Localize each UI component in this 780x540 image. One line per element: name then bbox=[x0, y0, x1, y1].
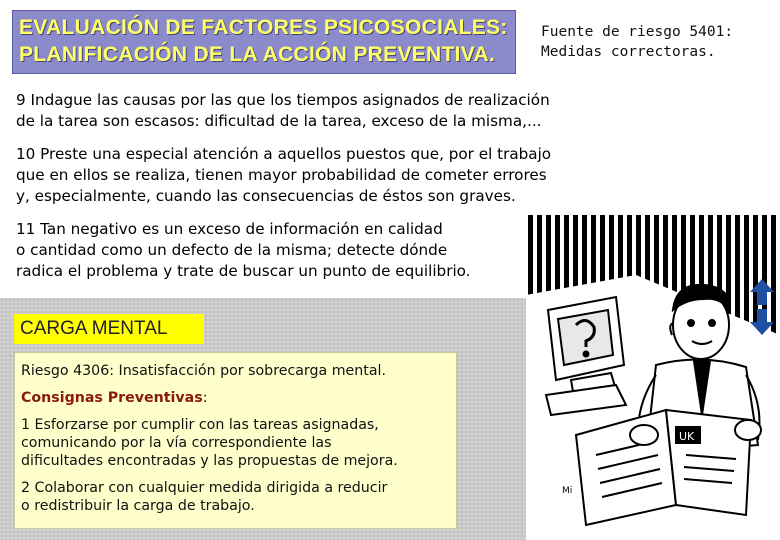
carga-mental-box bbox=[14, 352, 457, 529]
measure-10 bbox=[16, 144, 551, 207]
consignas-heading bbox=[21, 389, 456, 407]
consigna-1-line-3: dificultades encontradas y las propuestas de mejora. bbox=[21, 453, 398, 469]
title-banner bbox=[12, 10, 516, 74]
consigna-item-2 bbox=[21, 479, 456, 515]
measure-10-line-1: 10 Preste una especial atención a aquellos puestos que, por el trabajo bbox=[16, 145, 552, 163]
measure-9-line-1: 9 Indague las causas por las que los tiempos asignados de realización bbox=[16, 91, 550, 109]
arrow-up-icon[interactable] bbox=[749, 278, 775, 306]
arrow-down-icon[interactable] bbox=[749, 308, 775, 336]
measure-11-line-3: radica el problema y trate de buscar un punto de equilibrio. bbox=[16, 262, 471, 280]
consignas-label: Consignas Preventivas bbox=[21, 390, 203, 406]
office-worker-illustration bbox=[526, 215, 780, 540]
newspaper bbox=[576, 410, 751, 525]
artist-signature: Mi bbox=[562, 486, 573, 496]
title-line-1: EVALUACIÓN DE FACTORES PSICOSOCIALES: bbox=[19, 16, 508, 39]
consigna-2-line-2: o redistribuir la carga de trabajo. bbox=[21, 498, 255, 514]
consigna-item-1 bbox=[21, 416, 456, 470]
computer-monitor bbox=[546, 297, 626, 415]
measure-11-line-2: o cantidad como un defecto de la misma; detecte dónde bbox=[16, 241, 448, 259]
worker-head bbox=[670, 285, 730, 359]
risk-source bbox=[541, 22, 733, 62]
measure-11 bbox=[16, 219, 471, 282]
risk-source-line-2: Medidas correctoras. bbox=[541, 44, 716, 60]
riesgo-text: Riesgo 4306: Insatisfacción por sobrecarga mental. bbox=[21, 363, 386, 379]
measure-10-line-3: y, especialmente, cuando las consecuencias de éstos son graves. bbox=[16, 187, 516, 205]
consigna-1-line-1: 1 Esforzarse por cumplir con las tareas asignadas, bbox=[21, 417, 379, 433]
carga-mental-label: CARGA MENTAL bbox=[14, 314, 204, 344]
measure-10-line-2: que en ellos se realiza, tienen mayor probabilidad de cometer errores bbox=[16, 166, 547, 184]
measure-9 bbox=[16, 90, 550, 132]
newspaper-headline: UK bbox=[679, 430, 695, 443]
consigna-1-line-2: comunicando por la vía correspondiente las bbox=[21, 435, 332, 451]
measure-11-line-1: 11 Tan negativo es un exceso de información en calidad bbox=[16, 220, 443, 238]
consigna-2-line-1: 2 Colaborar con cualquier medida dirigida a reducir bbox=[21, 480, 388, 496]
measure-9-line-2: de la tarea son escasos: dificultad de la tarea, exceso de la misma,... bbox=[16, 112, 542, 130]
title-line-2: PLANIFICACIÓN DE LA ACCIÓN PREVENTIVA. bbox=[19, 43, 496, 66]
risk-source-line-1: Fuente de riesgo 5401: bbox=[541, 24, 734, 40]
consignas-suffix: : bbox=[202, 390, 208, 406]
